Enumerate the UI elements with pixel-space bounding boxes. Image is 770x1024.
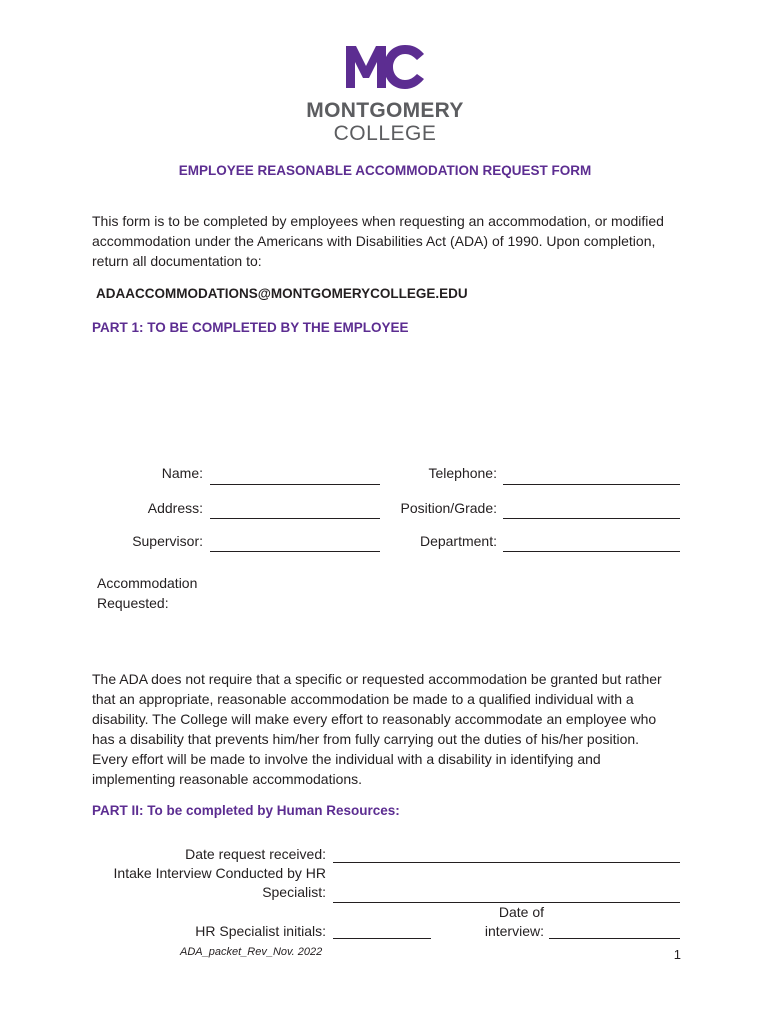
intake-interview-label [90,864,326,902]
ada-paragraph: The ADA does not require that a specific or requested accommodation be granted but rather that an appropriate, reasonable accommodation be made to a qualified individual with a disability. The College will make every effort to reasonably accommodate an employee who has a disability that prevents him/her from fully carrying out the duties of his/her position. Every effort will be made to involve the individual with a disability in identifying and implementing reasonable accommodations. [92,671,662,787]
department-field[interactable] [503,551,680,552]
supervisor-label: Supervisor: [132,533,203,549]
logo-text-college: COLLEGE [333,122,437,145]
hr-initials-label: HR Specialist initials: [195,923,326,939]
position-grade-field[interactable] [503,518,680,519]
part2-heading: PART II: To be completed by Human Resources: [92,803,400,818]
email-address[interactable]: ADAACCOMMODATIONS@MONTGOMERYCOLLEGE.EDU [96,286,468,301]
telephone-field[interactable] [503,484,680,485]
accommodation-label-line1: Accommodation [97,575,198,591]
hr-initials-field[interactable] [333,938,431,939]
date-received-field[interactable] [333,862,680,863]
position-grade-label: Position/Grade: [400,500,497,516]
accommodation-label-line2: Requested: [97,595,169,611]
college-logo [300,44,470,146]
footer-revision: ADA_packet_Rev_Nov. 2022 [180,946,323,958]
date-interview-line1: Date of [498,904,544,920]
date-interview-line2: interview: [484,923,544,939]
telephone-label: Telephone: [428,465,497,481]
department-label: Department: [419,533,497,549]
page-number: 1 [673,947,681,962]
address-field[interactable] [210,518,380,519]
date-of-interview-field[interactable] [549,938,680,939]
form-title: EMPLOYEE REASONABLE ACCOMMODATION REQUEST FORM [178,163,592,178]
date-received-label: Date request received: [185,846,326,862]
name-field[interactable] [210,484,380,485]
intro-paragraph: This form is to be completed by employees when requesting an accommodation, or modified accommodation under the Americans with Disabilities Act (ADA) of 1990. Upon completion, return all documentation to: [92,213,664,269]
intake-label-line2: Specialist: [262,884,326,900]
logo-text-montgomery: MONTGOMERY [306,99,464,122]
mc-logo-mark [344,44,426,90]
part1-heading: PART 1: TO BE COMPLETED BY THE EMPLOYEE [92,320,409,335]
name-label: Name: [161,465,203,481]
date-of-interview-label [460,903,544,941]
accommodation-requested-label [97,573,197,613]
supervisor-field[interactable] [210,551,380,552]
intake-label-line1: Intake Interview Conducted by HR [113,865,326,881]
address-label: Address: [147,500,203,516]
